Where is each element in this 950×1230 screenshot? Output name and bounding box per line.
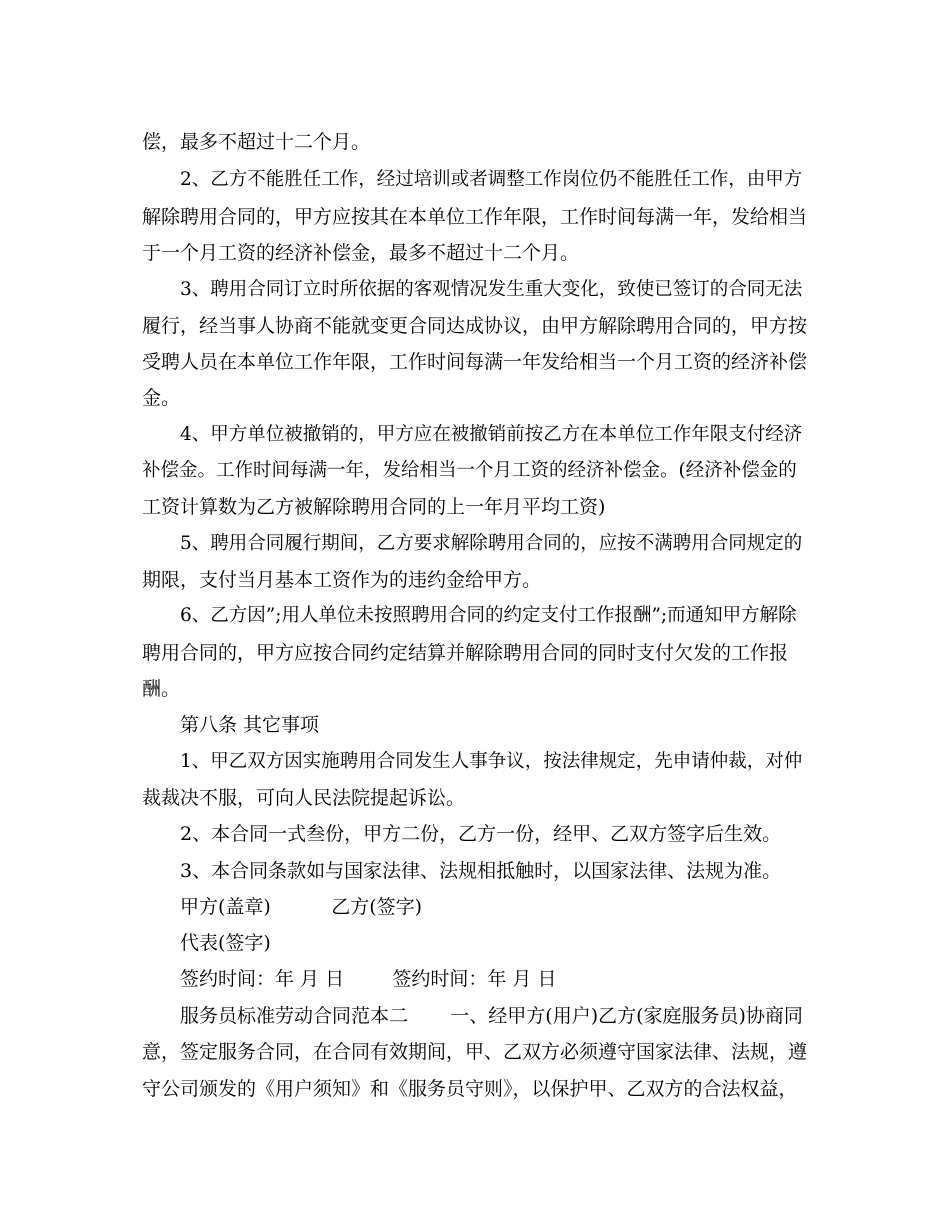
- text-line: 6、乙方因”;用人单位未按照聘用合同的约定支付工作报酬”;而通知甲方解除: [180, 605, 797, 626]
- section-heading: 第八条 其它事项: [180, 714, 320, 736]
- text-line: 守公司颁发的《用户须知》和《服务员守则》，以保护甲、乙双方的合法权益，: [142, 1078, 798, 1100]
- signature-parties: 甲方(盖章) 乙方(签字): [180, 896, 423, 918]
- text-line: 裁裁决不服，可向人民法院提起诉讼。: [142, 787, 466, 809]
- text-line: 意，签定服务合同，在合同有效期间，甲、乙双方必须遵守国家法律、法规，遵: [142, 1041, 808, 1063]
- text-line: 1、甲乙双方因实施聘用合同发生人事争议，按法律规定，先申请仲裁，对仲: [180, 751, 803, 772]
- text-line: 解除聘用合同的，甲方应按其在本单位工作年限，工作时间每满一年，发给相当: [142, 206, 808, 228]
- text-line: 期限，支付当月基本工资作为的违约金给甲方。: [142, 569, 542, 591]
- text-line: 金。: [142, 387, 181, 409]
- text-line: 4、甲方单位被撤销的，甲方应在被撤销前按乙方在本单位工作年限支付经济: [180, 424, 803, 445]
- representative-signature: 代表(签字): [180, 932, 271, 954]
- text-line: 履行，经当事人协商不能就变更合同达成协议，由甲方解除聘用合同的，甲方按: [142, 315, 808, 337]
- text-line: 2、本合同一式叁份，甲方二份，乙方一份，经甲、乙双方签字后生效。: [180, 823, 782, 845]
- text-line: 聘用合同的，甲方应按合同约定结算并解除聘用合同的同时支付欠发的工作报: [142, 642, 789, 664]
- text-line: 3、本合同条款如与国家法律、法规相抵触时，以国家法律、法规为准。: [180, 860, 782, 882]
- text-line: 补偿金。工作时间每满一年，发给相当一个月工资的经济补偿金。(经济补偿金的: [142, 460, 797, 481]
- text-line: 5、聘用合同履行期间，乙方要求解除聘用合同的，应按不满聘用合同规定的: [180, 533, 803, 554]
- text-line: 服务员标准劳动合同范本二 一、经甲方(用户)乙方(家庭服务员)协商同: [180, 1005, 803, 1027]
- text-line: 2、乙方不能胜任工作，经过培训或者调整工作岗位仍不能胜任工作，由甲方: [180, 169, 803, 190]
- signing-dates: 签约时间：年 月 日 签约时间：年 月 日: [180, 968, 557, 990]
- text-line: 3、聘用合同订立时所依据的客观情况发生重大变化，致使已签订的合同无法: [180, 279, 803, 300]
- text-line: 受聘人员在本单位工作年限，工作时间每满一年发给相当一个月工资的经济补偿: [142, 351, 808, 373]
- text-line: 工资计算数为乙方被解除聘用合同的上一年月平均工资): [142, 496, 606, 518]
- text-line: 酬。: [142, 678, 181, 700]
- text-line: 于一个月工资的经济补偿金，最多不超过十二个月。: [142, 242, 580, 264]
- text-line: 偿，最多不超过十二个月。: [142, 131, 371, 153]
